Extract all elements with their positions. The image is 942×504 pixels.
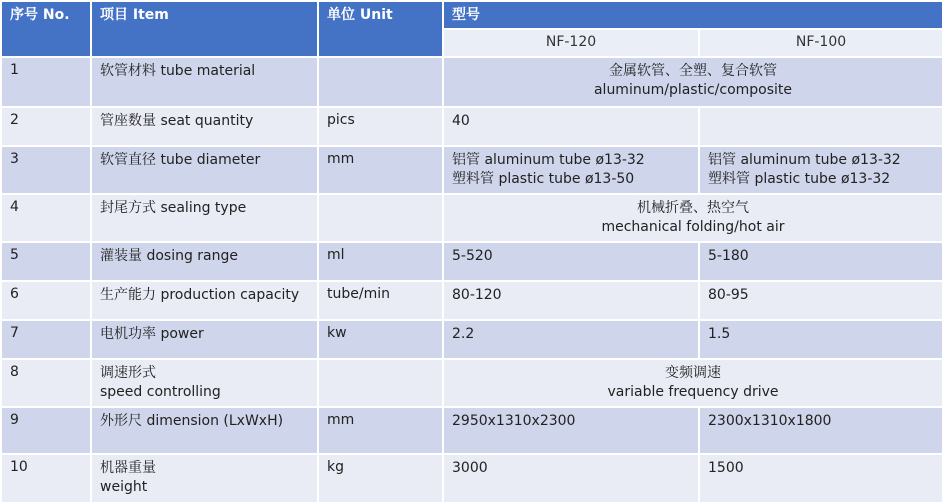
model-nf-100: NF-100: [699, 29, 942, 57]
table-row: [1, 242, 942, 281]
row-unit: [318, 359, 443, 407]
table-row: [1, 454, 942, 503]
row-no: 6: [1, 281, 91, 320]
row-no: 5: [1, 242, 91, 281]
table-row: [1, 107, 942, 146]
row-no: 3: [1, 146, 91, 194]
value-text: 80-95: [708, 287, 749, 303]
header-no: [1, 1, 91, 57]
row-item-text: 灌装量 dosing range: [100, 248, 239, 264]
row-unit: [318, 194, 443, 242]
table-row: [1, 359, 942, 407]
header-item: [91, 1, 318, 57]
row-merged-value: [443, 194, 942, 242]
row-no: 9: [1, 407, 91, 454]
row-no: 2: [1, 107, 91, 146]
row-item-text: 管座数量 seat quantity: [100, 113, 254, 129]
header-model: [443, 1, 942, 29]
table-row: [1, 281, 942, 320]
header-item-cn: 项目: [100, 7, 128, 23]
row-item-text: weight: [100, 479, 148, 495]
value-text: 3000: [452, 460, 488, 476]
row-value-nf-100: [699, 146, 942, 194]
header-row-1: [1, 1, 942, 29]
value-text: 40: [452, 113, 470, 129]
row-item: [91, 107, 318, 146]
header-model-cn: 型号: [452, 7, 480, 23]
row-item: [91, 281, 318, 320]
value-text: 2.2: [452, 326, 475, 342]
row-unit: tube/min: [318, 281, 443, 320]
table-row: [1, 407, 942, 454]
row-item: [91, 57, 318, 107]
value-text: 5-180: [708, 248, 749, 264]
value-text: 塑料管 plastic tube ø13-32: [708, 171, 891, 187]
row-merged-cn: 变频调速: [665, 365, 721, 381]
model-nf-120: NF-120: [443, 29, 699, 57]
row-merged-value: [443, 359, 942, 407]
row-value-nf-120: [443, 454, 699, 503]
row-item-text: 封尾方式 sealing type: [100, 200, 247, 216]
row-merged-en: variable frequency drive: [607, 384, 779, 400]
value-text: 塑料管 plastic tube ø13-50: [452, 171, 635, 187]
value-text: 铝管 aluminum tube ø13-32: [452, 152, 645, 168]
row-value-nf-100: [699, 242, 942, 281]
header-no-en: No.: [42, 7, 70, 23]
row-merged-value: [443, 57, 942, 107]
row-item: [91, 146, 318, 194]
row-item-text: 调速形式: [100, 365, 156, 381]
row-unit: ml: [318, 242, 443, 281]
row-item-text: 软管材料 tube material: [100, 63, 256, 79]
row-item-text: speed controlling: [100, 384, 221, 400]
value-text: 铝管 aluminum tube ø13-32: [708, 152, 901, 168]
row-item: [91, 407, 318, 454]
row-item: [91, 359, 318, 407]
row-merged-en: mechanical folding/hot air: [601, 219, 785, 235]
value-text: 2300x1310x1800: [708, 413, 832, 429]
row-merged-cn: 机械折叠、热空气: [637, 200, 749, 216]
table-row: [1, 194, 942, 242]
row-merged-cn: 金属软管、全塑、复合软管: [609, 63, 777, 79]
row-no: 7: [1, 320, 91, 359]
row-value-nf-120: [443, 146, 699, 194]
value-text: 1500: [708, 460, 744, 476]
row-no: 8: [1, 359, 91, 407]
header-unit: [318, 1, 443, 57]
table-row: [1, 146, 942, 194]
row-no: 4: [1, 194, 91, 242]
row-item: [91, 320, 318, 359]
row-no: 10: [1, 454, 91, 503]
header-no-cn: 序号: [10, 7, 38, 23]
row-value-nf-120: [443, 107, 699, 146]
row-value-nf-100: [699, 281, 942, 320]
value-text: 5-520: [452, 248, 493, 264]
row-item: [91, 454, 318, 503]
row-item-text: 软管直径 tube diameter: [100, 152, 261, 168]
row-item-text: 生产能力 production capacity: [100, 287, 300, 303]
header-unit-en: Unit: [359, 7, 393, 23]
value-text: 2950x1310x2300: [452, 413, 576, 429]
row-value-nf-100: [699, 407, 942, 454]
value-text: 80-120: [452, 287, 502, 303]
row-unit: mm: [318, 407, 443, 454]
row-value-nf-100: [699, 320, 942, 359]
row-value-nf-100: [699, 107, 942, 146]
row-value-nf-120: [443, 320, 699, 359]
row-unit: kw: [318, 320, 443, 359]
row-item-text: 电机功率 power: [100, 326, 204, 342]
row-unit: pics: [318, 107, 443, 146]
row-item-text: 机器重量: [100, 460, 156, 476]
row-unit: [318, 57, 443, 107]
row-no: 1: [1, 57, 91, 107]
header-item-en: Item: [132, 7, 169, 23]
row-value-nf-120: [443, 242, 699, 281]
row-unit: kg: [318, 454, 443, 503]
row-unit: mm: [318, 146, 443, 194]
row-merged-en: aluminum/plastic/composite: [593, 82, 793, 98]
row-value-nf-120: [443, 407, 699, 454]
row-item: [91, 242, 318, 281]
table-row: [1, 320, 942, 359]
table-row: [1, 57, 942, 107]
header-unit-cn: 单位: [327, 7, 355, 23]
row-item: [91, 194, 318, 242]
row-value-nf-120: [443, 281, 699, 320]
row-value-nf-100: [699, 454, 942, 503]
row-item-text: 外形尺 dimension (LxWxH): [100, 413, 284, 429]
value-text: 1.5: [708, 326, 731, 342]
